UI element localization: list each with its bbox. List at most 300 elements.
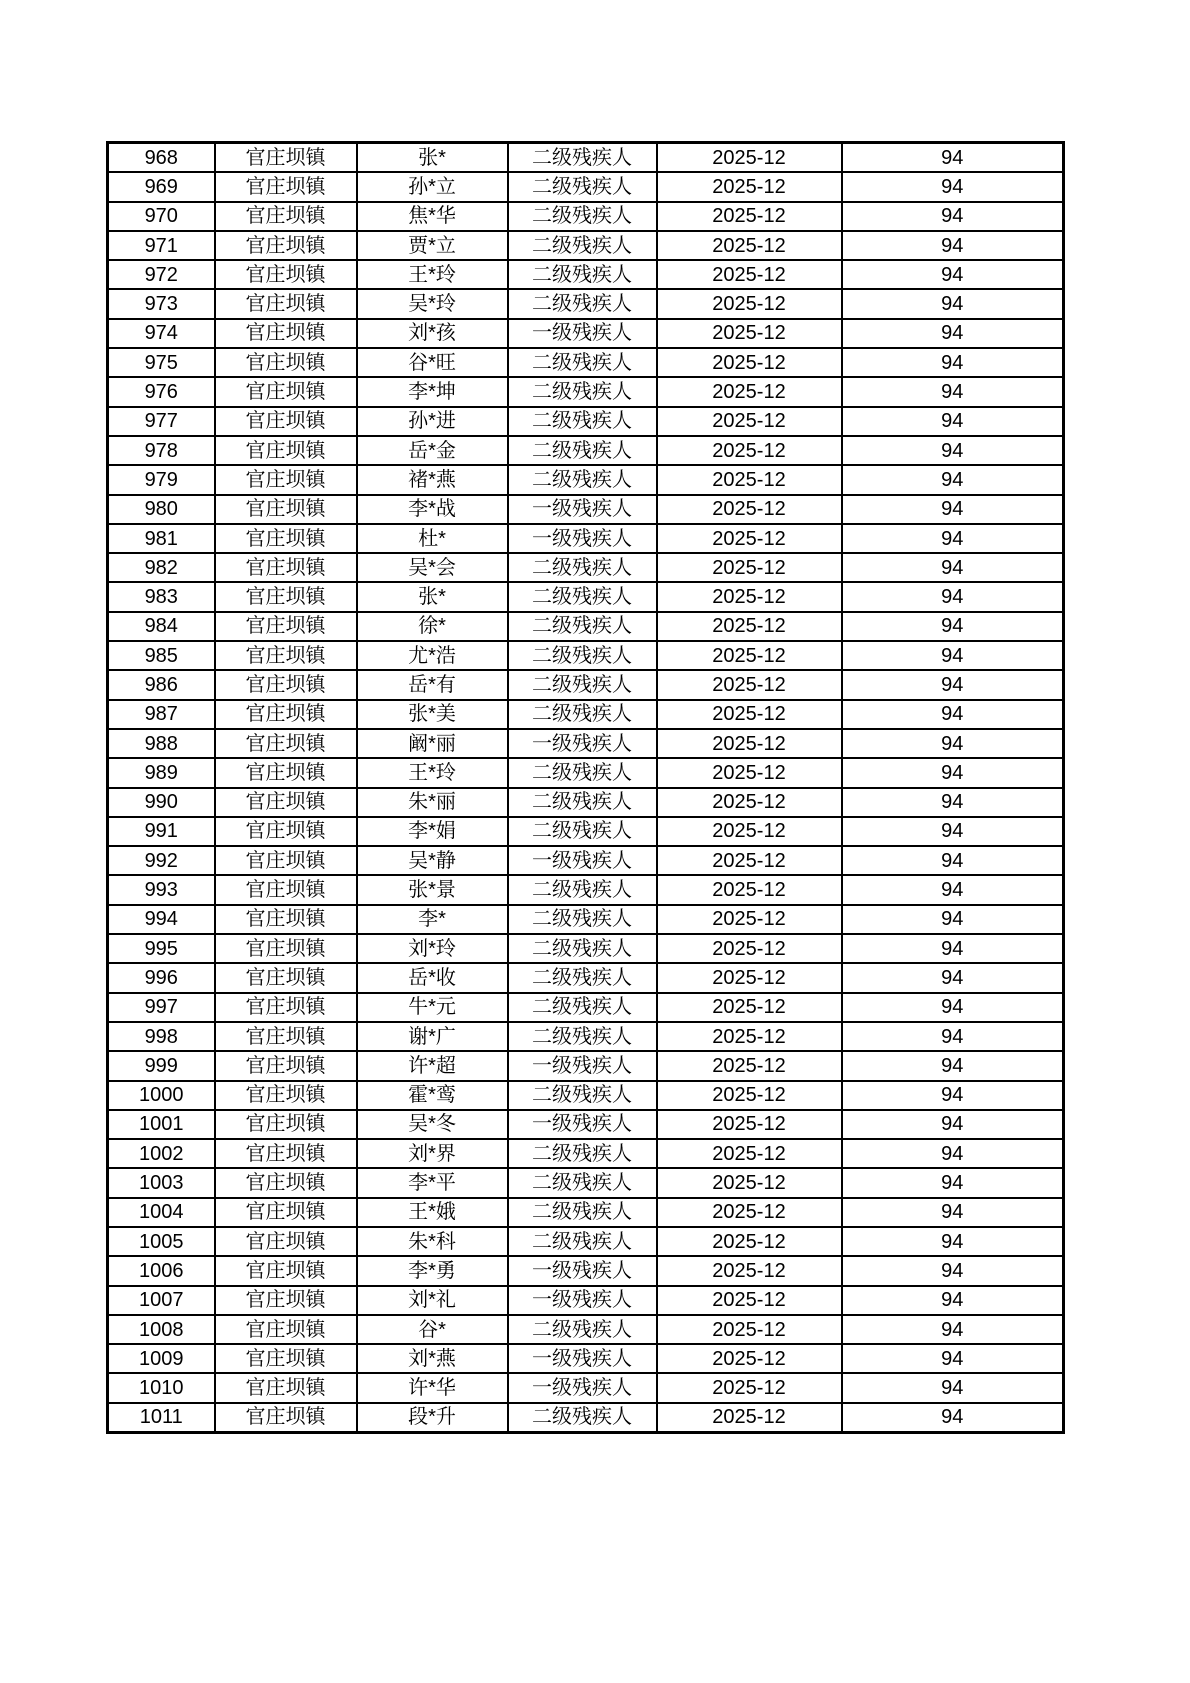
cell-sequence-number: 979 [108,465,215,494]
table-row [108,1315,1064,1344]
cell-payment-month: 2025-12 [657,758,842,787]
cell-payment-month: 2025-12 [657,1022,842,1051]
table-row [108,1022,1064,1051]
table-row [108,758,1064,787]
cell-person-name: 谷*旺 [357,348,508,377]
cell-person-name: 谷* [357,1315,508,1344]
table-row [108,172,1064,201]
cell-disability-level: 二级残疾人 [508,1403,657,1433]
cell-payment-month: 2025-12 [657,1286,842,1315]
table-row [108,231,1064,260]
cell-person-name: 吴*会 [357,553,508,582]
cell-town-name: 官庄坝镇 [215,524,357,553]
cell-person-name: 朱*科 [357,1227,508,1256]
cell-disability-level: 二级残疾人 [508,407,657,436]
cell-amount: 94 [842,524,1064,553]
cell-disability-level: 二级残疾人 [508,582,657,611]
cell-sequence-number: 972 [108,260,215,289]
cell-disability-level: 二级残疾人 [508,788,657,817]
cell-sequence-number: 996 [108,963,215,992]
cell-person-name: 牛*元 [357,993,508,1022]
cell-amount: 94 [842,934,1064,963]
cell-person-name: 刘*燕 [357,1344,508,1373]
cell-payment-month: 2025-12 [657,231,842,260]
cell-sequence-number: 1005 [108,1227,215,1256]
cell-town-name: 官庄坝镇 [215,1286,357,1315]
cell-payment-month: 2025-12 [657,963,842,992]
cell-payment-month: 2025-12 [657,641,842,670]
table-row [108,202,1064,231]
cell-sequence-number: 997 [108,993,215,1022]
cell-amount: 94 [842,1051,1064,1080]
cell-person-name: 刘*孩 [357,319,508,348]
cell-amount: 94 [842,1286,1064,1315]
cell-payment-month: 2025-12 [657,495,842,524]
cell-disability-level: 二级残疾人 [508,260,657,289]
cell-sequence-number: 992 [108,846,215,875]
cell-sequence-number: 977 [108,407,215,436]
cell-person-name: 谢*广 [357,1022,508,1051]
cell-sequence-number: 978 [108,436,215,465]
table-row [108,641,1064,670]
cell-payment-month: 2025-12 [657,1373,842,1402]
table-row [108,1403,1064,1433]
cell-town-name: 官庄坝镇 [215,377,357,406]
cell-amount: 94 [842,319,1064,348]
cell-person-name: 吴*玲 [357,289,508,318]
cell-payment-month: 2025-12 [657,1051,842,1080]
cell-amount: 94 [842,231,1064,260]
cell-amount: 94 [842,612,1064,641]
cell-payment-month: 2025-12 [657,436,842,465]
cell-sequence-number: 985 [108,641,215,670]
cell-disability-level: 二级残疾人 [508,905,657,934]
table-row [108,612,1064,641]
cell-amount: 94 [842,963,1064,992]
cell-sequence-number: 1008 [108,1315,215,1344]
cell-payment-month: 2025-12 [657,905,842,934]
cell-sequence-number: 988 [108,729,215,758]
cell-sequence-number: 989 [108,758,215,787]
cell-payment-month: 2025-12 [657,993,842,1022]
cell-payment-month: 2025-12 [657,1168,842,1197]
cell-payment-month: 2025-12 [657,1110,842,1139]
cell-disability-level: 二级残疾人 [508,436,657,465]
cell-town-name: 官庄坝镇 [215,934,357,963]
cell-person-name: 许*华 [357,1373,508,1402]
cell-amount: 94 [842,846,1064,875]
cell-town-name: 官庄坝镇 [215,1110,357,1139]
cell-payment-month: 2025-12 [657,670,842,699]
cell-town-name: 官庄坝镇 [215,1256,357,1285]
cell-sequence-number: 1000 [108,1081,215,1110]
table-row [108,934,1064,963]
cell-person-name: 李* [357,905,508,934]
cell-payment-month: 2025-12 [657,172,842,201]
cell-disability-level: 一级残疾人 [508,319,657,348]
cell-sequence-number: 976 [108,377,215,406]
cell-sequence-number: 1010 [108,1373,215,1402]
cell-payment-month: 2025-12 [657,1139,842,1168]
cell-payment-month: 2025-12 [657,612,842,641]
cell-payment-month: 2025-12 [657,143,842,173]
cell-town-name: 官庄坝镇 [215,1081,357,1110]
cell-disability-level: 二级残疾人 [508,172,657,201]
cell-town-name: 官庄坝镇 [215,670,357,699]
cell-sequence-number: 984 [108,612,215,641]
cell-disability-level: 二级残疾人 [508,817,657,846]
cell-disability-level: 二级残疾人 [508,1168,657,1197]
cell-amount: 94 [842,1081,1064,1110]
cell-disability-level: 二级残疾人 [508,700,657,729]
cell-sequence-number: 1009 [108,1344,215,1373]
cell-town-name: 官庄坝镇 [215,788,357,817]
cell-amount: 94 [842,1344,1064,1373]
cell-amount: 94 [842,202,1064,231]
cell-sequence-number: 971 [108,231,215,260]
cell-payment-month: 2025-12 [657,260,842,289]
table-row [108,1373,1064,1402]
cell-town-name: 官庄坝镇 [215,289,357,318]
cell-payment-month: 2025-12 [657,348,842,377]
cell-person-name: 孙*进 [357,407,508,436]
cell-person-name: 李*娟 [357,817,508,846]
cell-amount: 94 [842,143,1064,173]
cell-sequence-number: 975 [108,348,215,377]
cell-disability-level: 二级残疾人 [508,993,657,1022]
cell-town-name: 官庄坝镇 [215,1051,357,1080]
cell-amount: 94 [842,700,1064,729]
cell-amount: 94 [842,729,1064,758]
cell-amount: 94 [842,993,1064,1022]
table-row [108,993,1064,1022]
cell-payment-month: 2025-12 [657,788,842,817]
cell-disability-level: 二级残疾人 [508,289,657,318]
cell-disability-level: 一级残疾人 [508,524,657,553]
cell-person-name: 李*坤 [357,377,508,406]
cell-payment-month: 2025-12 [657,1227,842,1256]
table-row [108,1256,1064,1285]
cell-sequence-number: 969 [108,172,215,201]
cell-town-name: 官庄坝镇 [215,700,357,729]
cell-person-name: 焦*华 [357,202,508,231]
cell-disability-level: 一级残疾人 [508,1344,657,1373]
cell-person-name: 张* [357,582,508,611]
cell-payment-month: 2025-12 [657,582,842,611]
cell-sequence-number: 994 [108,905,215,934]
cell-sequence-number: 974 [108,319,215,348]
cell-amount: 94 [842,289,1064,318]
cell-disability-level: 一级残疾人 [508,1373,657,1402]
table-row [108,436,1064,465]
cell-person-name: 李*战 [357,495,508,524]
cell-payment-month: 2025-12 [657,553,842,582]
cell-person-name: 贾*立 [357,231,508,260]
cell-sequence-number: 1001 [108,1110,215,1139]
cell-town-name: 官庄坝镇 [215,1227,357,1256]
cell-person-name: 吴*冬 [357,1110,508,1139]
cell-disability-level: 二级残疾人 [508,553,657,582]
cell-amount: 94 [842,436,1064,465]
cell-sequence-number: 1011 [108,1403,215,1433]
cell-disability-level: 一级残疾人 [508,1256,657,1285]
table-row [108,582,1064,611]
cell-amount: 94 [842,1110,1064,1139]
cell-disability-level: 一级残疾人 [508,1110,657,1139]
cell-town-name: 官庄坝镇 [215,846,357,875]
cell-amount: 94 [842,758,1064,787]
table-row [108,143,1064,173]
cell-person-name: 李*平 [357,1168,508,1197]
cell-amount: 94 [842,465,1064,494]
cell-disability-level: 二级残疾人 [508,641,657,670]
cell-town-name: 官庄坝镇 [215,172,357,201]
cell-town-name: 官庄坝镇 [215,758,357,787]
cell-person-name: 王*娥 [357,1198,508,1227]
cell-person-name: 张*美 [357,700,508,729]
cell-payment-month: 2025-12 [657,524,842,553]
cell-disability-level: 二级残疾人 [508,1198,657,1227]
cell-amount: 94 [842,1373,1064,1402]
cell-disability-level: 二级残疾人 [508,143,657,173]
cell-sequence-number: 1004 [108,1198,215,1227]
cell-sequence-number: 973 [108,289,215,318]
cell-amount: 94 [842,495,1064,524]
cell-disability-level: 二级残疾人 [508,1081,657,1110]
cell-town-name: 官庄坝镇 [215,436,357,465]
cell-person-name: 朱*丽 [357,788,508,817]
cell-sequence-number: 1007 [108,1286,215,1315]
cell-disability-level: 二级残疾人 [508,231,657,260]
cell-person-name: 岳*金 [357,436,508,465]
cell-sequence-number: 986 [108,670,215,699]
cell-amount: 94 [842,377,1064,406]
table-body [108,143,1064,1433]
cell-town-name: 官庄坝镇 [215,817,357,846]
cell-town-name: 官庄坝镇 [215,905,357,934]
cell-person-name: 李*勇 [357,1256,508,1285]
cell-disability-level: 二级残疾人 [508,348,657,377]
cell-amount: 94 [842,1403,1064,1433]
cell-town-name: 官庄坝镇 [215,143,357,173]
cell-amount: 94 [842,582,1064,611]
cell-town-name: 官庄坝镇 [215,1139,357,1168]
cell-town-name: 官庄坝镇 [215,1315,357,1344]
cell-sequence-number: 991 [108,817,215,846]
cell-disability-level: 一级残疾人 [508,1286,657,1315]
cell-sequence-number: 980 [108,495,215,524]
cell-town-name: 官庄坝镇 [215,641,357,670]
cell-town-name: 官庄坝镇 [215,465,357,494]
cell-payment-month: 2025-12 [657,846,842,875]
cell-amount: 94 [842,1198,1064,1227]
cell-sequence-number: 1002 [108,1139,215,1168]
cell-sequence-number: 995 [108,934,215,963]
cell-sequence-number: 999 [108,1051,215,1080]
cell-sequence-number: 1003 [108,1168,215,1197]
table-row [108,348,1064,377]
cell-payment-month: 2025-12 [657,1256,842,1285]
benefit-roster-table [106,141,1065,1434]
cell-payment-month: 2025-12 [657,407,842,436]
cell-town-name: 官庄坝镇 [215,1344,357,1373]
table-row [108,729,1064,758]
cell-payment-month: 2025-12 [657,1198,842,1227]
cell-town-name: 官庄坝镇 [215,729,357,758]
cell-town-name: 官庄坝镇 [215,348,357,377]
cell-disability-level: 二级残疾人 [508,465,657,494]
cell-payment-month: 2025-12 [657,1344,842,1373]
cell-payment-month: 2025-12 [657,729,842,758]
cell-person-name: 杜* [357,524,508,553]
cell-town-name: 官庄坝镇 [215,495,357,524]
table-row [108,495,1064,524]
cell-disability-level: 一级残疾人 [508,846,657,875]
cell-sequence-number: 968 [108,143,215,173]
cell-payment-month: 2025-12 [657,934,842,963]
cell-disability-level: 一级残疾人 [508,495,657,524]
cell-person-name: 岳*有 [357,670,508,699]
cell-town-name: 官庄坝镇 [215,202,357,231]
cell-disability-level: 二级残疾人 [508,875,657,904]
cell-person-name: 刘*礼 [357,1286,508,1315]
table-row [108,553,1064,582]
cell-person-name: 岳*收 [357,963,508,992]
cell-person-name: 刘*玲 [357,934,508,963]
cell-disability-level: 二级残疾人 [508,1022,657,1051]
table-row [108,377,1064,406]
cell-amount: 94 [842,670,1064,699]
cell-payment-month: 2025-12 [657,465,842,494]
cell-payment-month: 2025-12 [657,1315,842,1344]
table-row [108,1227,1064,1256]
cell-disability-level: 二级残疾人 [508,1315,657,1344]
cell-person-name: 尤*浩 [357,641,508,670]
cell-town-name: 官庄坝镇 [215,1198,357,1227]
table-row [108,1051,1064,1080]
cell-disability-level: 二级残疾人 [508,670,657,699]
table-row [108,1198,1064,1227]
table-row [108,875,1064,904]
cell-amount: 94 [842,260,1064,289]
cell-disability-level: 二级残疾人 [508,377,657,406]
table-row [108,700,1064,729]
cell-town-name: 官庄坝镇 [215,1022,357,1051]
cell-amount: 94 [842,875,1064,904]
cell-person-name: 褚*燕 [357,465,508,494]
cell-town-name: 官庄坝镇 [215,1168,357,1197]
table-row [108,670,1064,699]
cell-person-name: 阚*丽 [357,729,508,758]
table-row [108,1139,1064,1168]
cell-person-name: 霍*鸾 [357,1081,508,1110]
cell-sequence-number: 981 [108,524,215,553]
cell-disability-level: 二级残疾人 [508,758,657,787]
cell-payment-month: 2025-12 [657,319,842,348]
cell-disability-level: 一级残疾人 [508,1051,657,1080]
table-row [108,1110,1064,1139]
cell-sequence-number: 983 [108,582,215,611]
cell-sequence-number: 982 [108,553,215,582]
cell-town-name: 官庄坝镇 [215,407,357,436]
cell-amount: 94 [842,788,1064,817]
cell-town-name: 官庄坝镇 [215,1403,357,1433]
cell-amount: 94 [842,172,1064,201]
cell-disability-level: 二级残疾人 [508,1139,657,1168]
table-row [108,1286,1064,1315]
cell-person-name: 段*升 [357,1403,508,1433]
cell-person-name: 吴*静 [357,846,508,875]
table-row [108,817,1064,846]
cell-payment-month: 2025-12 [657,1403,842,1433]
cell-town-name: 官庄坝镇 [215,612,357,641]
cell-amount: 94 [842,1256,1064,1285]
table-row [108,319,1064,348]
cell-amount: 94 [842,905,1064,934]
cell-person-name: 王*玲 [357,260,508,289]
cell-amount: 94 [842,817,1064,846]
table-row [108,963,1064,992]
cell-town-name: 官庄坝镇 [215,582,357,611]
cell-amount: 94 [842,1139,1064,1168]
cell-person-name: 王*玲 [357,758,508,787]
cell-disability-level: 一级残疾人 [508,729,657,758]
cell-amount: 94 [842,1227,1064,1256]
cell-disability-level: 二级残疾人 [508,934,657,963]
cell-payment-month: 2025-12 [657,817,842,846]
cell-disability-level: 二级残疾人 [508,612,657,641]
cell-person-name: 孙*立 [357,172,508,201]
cell-payment-month: 2025-12 [657,1081,842,1110]
table-row [108,407,1064,436]
cell-disability-level: 二级残疾人 [508,1227,657,1256]
cell-town-name: 官庄坝镇 [215,1373,357,1402]
cell-sequence-number: 1006 [108,1256,215,1285]
cell-amount: 94 [842,641,1064,670]
cell-person-name: 张* [357,143,508,173]
cell-town-name: 官庄坝镇 [215,993,357,1022]
cell-sequence-number: 990 [108,788,215,817]
cell-sequence-number: 970 [108,202,215,231]
cell-sequence-number: 993 [108,875,215,904]
cell-person-name: 许*超 [357,1051,508,1080]
cell-payment-month: 2025-12 [657,202,842,231]
cell-amount: 94 [842,1022,1064,1051]
cell-amount: 94 [842,1315,1064,1344]
cell-disability-level: 二级残疾人 [508,202,657,231]
cell-payment-month: 2025-12 [657,700,842,729]
cell-payment-month: 2025-12 [657,875,842,904]
table-row [108,846,1064,875]
table-row [108,260,1064,289]
cell-amount: 94 [842,407,1064,436]
cell-town-name: 官庄坝镇 [215,553,357,582]
cell-disability-level: 二级残疾人 [508,963,657,992]
cell-town-name: 官庄坝镇 [215,875,357,904]
cell-person-name: 徐* [357,612,508,641]
cell-town-name: 官庄坝镇 [215,231,357,260]
table-row [108,1168,1064,1197]
cell-person-name: 刘*界 [357,1139,508,1168]
table-row [108,465,1064,494]
cell-person-name: 张*景 [357,875,508,904]
cell-sequence-number: 998 [108,1022,215,1051]
table-row [108,788,1064,817]
cell-town-name: 官庄坝镇 [215,963,357,992]
table-row [108,1081,1064,1110]
table-row [108,905,1064,934]
cell-sequence-number: 987 [108,700,215,729]
